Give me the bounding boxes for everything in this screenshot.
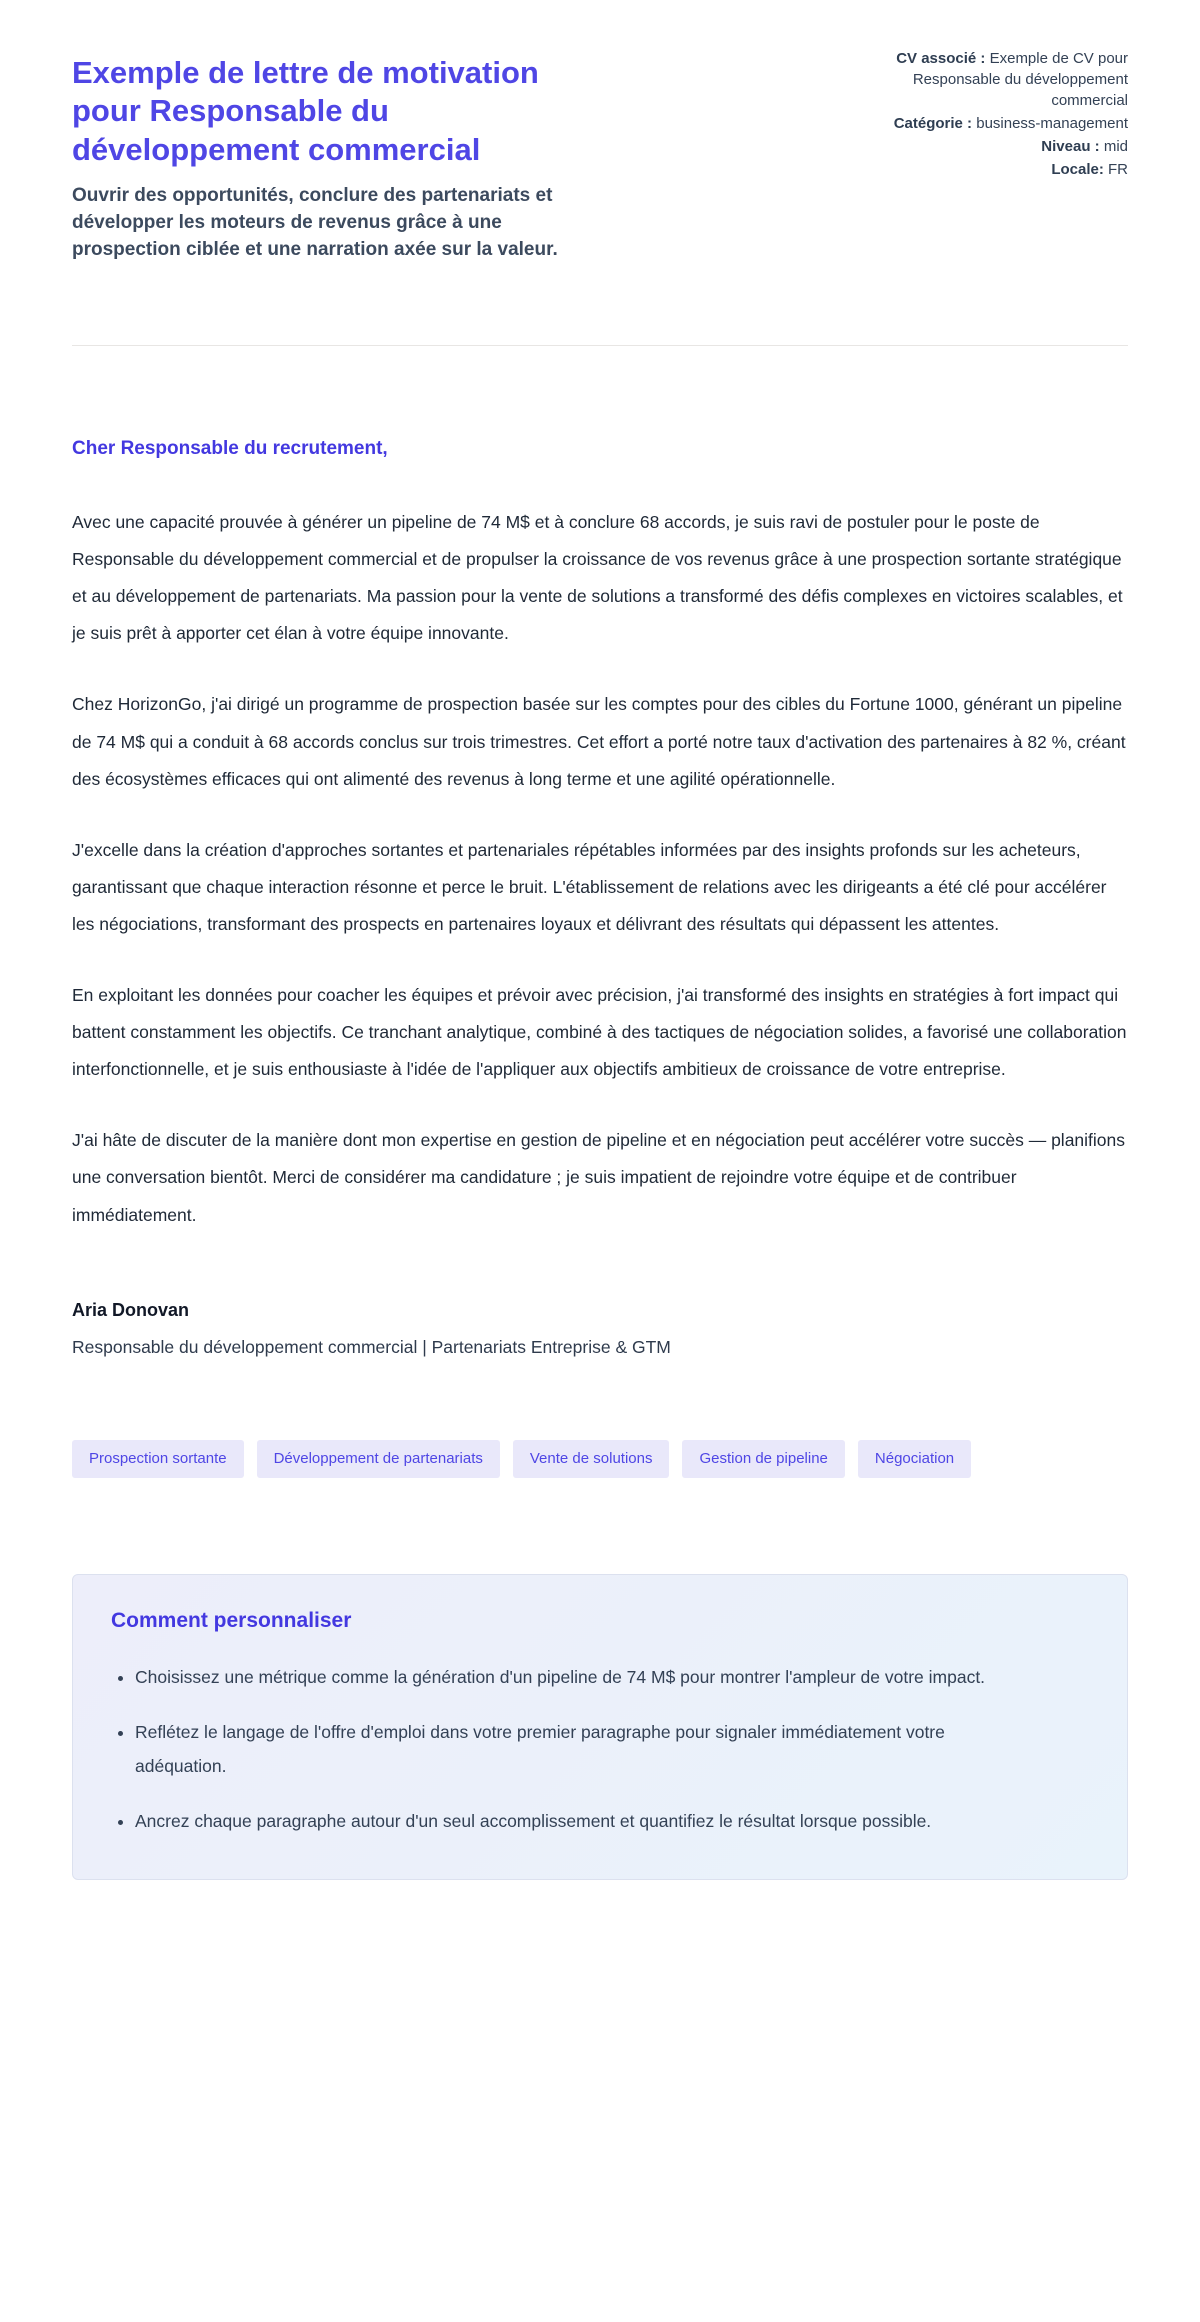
meta-label-cv: CV associé :: [896, 50, 986, 67]
tip-item: • Reflétez le langage de l'offre d'emploi dans votre premier paragraphe pour signaler immédiatement votre adéquation.: [135, 1716, 1035, 1783]
tag-chip: Négociation: [858, 1440, 971, 1478]
letter-paragraph: Avec une capacité prouvée à générer un pipeline de 74 M$ et à conclure 68 accords, je suis ravi de postuler pour le poste de Responsable du développement commercial et de propulser la croissance de vos revenus grâce à une prospection sortante stratégique et au développement de partenariats. Ma passion pour la vente de solutions a transformé des défis complexes en victoires scalables, et je suis prêt à apporter cet élan à votre équipe innovante.: [72, 512, 1123, 644]
letter-paragraph: Chez HorizonGo, j'ai dirigé un programme de prospection basée sur les comptes pour des cibles du Fortune 1000, générant un pipeline de 74 M$ qui a conduit à 68 accords conclus sur trois trimestres. Cet effort a porté notre taux d'activation des partenaires à 82 %, créant des écosystèmes efficaces qui ont alimenté des revenus à long terme et une agilité opérationnelle.: [72, 694, 1126, 789]
tag-chip: Développement de partenariats: [257, 1440, 500, 1478]
signature-title: Responsable du développement commercial | Partenariats Entreprise & GTM: [72, 1336, 671, 1357]
tag-chip: Vente de solutions: [513, 1440, 670, 1478]
customization-tips-list: [111, 1661, 1089, 1839]
tag-chip: Prospection sortante: [72, 1440, 244, 1478]
header: [72, 46, 1128, 263]
keyword-tags: [72, 1440, 1128, 1478]
letter-greeting: Cher Responsable du recrutement,: [72, 438, 388, 460]
tip-item: • Choisissez une métrique comme la génération d'un pipeline de 74 M$ pour montrer l'ampleur de votre impact.: [135, 1661, 1035, 1695]
letter-paragraph: J'excelle dans la création d'approches sortantes et partenariales répétables informées par des insights profonds sur les acheteurs, garantissant que chaque interaction résonne et perce le bruit. L'établissement de relations avec les dirigeants a été clé pour accélérer les négociations, transformant des prospects en partenaires loyaux et délivrant des résultats qui dépassent les attentes.: [72, 839, 1107, 934]
meta-label-locale: Locale:: [1051, 161, 1104, 178]
letter-paragraph: J'ai hâte de discuter de la manière dont mon expertise en gestion de pipeline et en négociation peut accélérer votre succès — planifions une conversation bientôt. Merci de considérer ma candidature ; je suis impatient de rejoindre votre équipe et de contribuer immédiatement.: [72, 1130, 1126, 1225]
meta-label-category: Catégorie :: [893, 115, 973, 132]
meta-item-level: [888, 136, 1128, 157]
signature-block: [72, 1300, 1128, 1358]
header-divider: [72, 345, 1128, 346]
meta-panel: [888, 46, 1128, 182]
tip-item: • Ancrez chaque paragraphe autour d'un seul accomplissement et quantifiez le résultat lorsque possible.: [135, 1805, 1035, 1839]
signature-name: Aria Donovan: [72, 1299, 190, 1320]
customization-tips-title: Comment personnaliser: [111, 1608, 352, 1632]
meta-label-level: Niveau :: [1041, 138, 1100, 155]
meta-value-locale: FR: [1108, 161, 1128, 178]
header-left: [72, 46, 612, 263]
meta-item-locale: [888, 159, 1128, 180]
meta-value-level: mid: [1103, 138, 1128, 155]
meta-item-category: [888, 113, 1128, 134]
cover-letter-body: [72, 438, 1128, 1358]
page-subtitle: Ouvrir des opportunités, conclure des partenariats et développer les moteurs de revenus grâce à une prospection ciblée et une narration axée sur la valeur.: [72, 185, 558, 260]
tag-chip: Gestion de pipeline: [682, 1440, 844, 1478]
meta-value-category: business-management: [976, 115, 1128, 132]
customization-tips-box: [72, 1574, 1128, 1880]
page-title: Exemple de lettre de motivation pour Responsable du développement commercial: [72, 55, 539, 167]
letter-paragraph: En exploitant les données pour coacher les équipes et prévoir avec précision, j'ai transformé des insights en stratégies à fort impact qui battent constamment les objectifs. Ce tranchant analytique, combiné à des tactiques de négociation solides, a favorisé une collaboration interfonctionnelle, et je suis enthousiaste à l'idée de l'appliquer aux objectifs ambitieux de croissance de votre entreprise.: [72, 985, 1127, 1080]
meta-item-cv: [888, 48, 1128, 111]
meta-value-cv: Exemple de CV pour Responsable du développement commercial: [912, 50, 1128, 109]
